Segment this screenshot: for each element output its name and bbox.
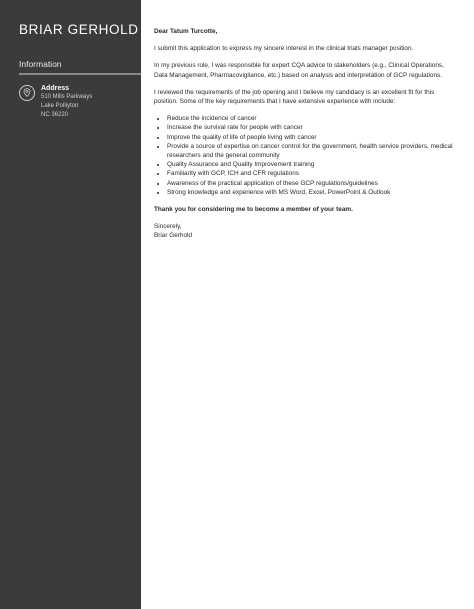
list-item: • Strong knowledge and experience with MS Word, Excel, PowerPoint & Outlook [167, 188, 458, 197]
list-item: • Increase the survival rate for people with cancer [167, 123, 458, 132]
list-item: • Reduce the incidence of cancer [167, 114, 458, 123]
salutation: Dear Tatum Turcotte, [154, 28, 218, 35]
paragraph-intro: I submit this application to express my sincere interest in the clinical trials manager position. [154, 45, 414, 53]
section-divider [19, 73, 141, 75]
thank-you-line: Thank you for considering me to become a member of your team. [154, 206, 353, 214]
address-line-3: NC 36220 [41, 111, 69, 118]
paragraph-requirements: I reviewed the requirements of the job opening and I believe my candidacy is an excellent fit for this position. Some of the key requirements that I have extensive experience with include: [154, 88, 435, 106]
address-line-1: 510 Mills Parkways [41, 93, 93, 100]
closing: Sincerely, [154, 223, 182, 231]
signature: Briar Gerhold [154, 232, 193, 240]
applicant-name: BRIAR GERHOLD [19, 22, 139, 37]
list-item: • Improve the quality of life of people living with cancer [167, 133, 458, 142]
address-block [19, 84, 141, 120]
list-item: • Quality Assurance and Quality Improvement training [167, 160, 458, 169]
section-title-information: Information [19, 59, 62, 69]
location-pin-icon [19, 85, 35, 101]
list-item: • Provide a source of expertise on cancer control for the government, health service providers, medical researchers and the general community [167, 142, 458, 160]
address-text [41, 84, 92, 120]
sidebar [0, 0, 141, 609]
paragraph-experience: In my previous role, I was responsible for expert CQA advice to stakeholders (e.g., Clinical Operations, Data Management, Pharmacovigilance, etc.) based on analysis and interpretation of GCP regulations. [154, 62, 444, 79]
letter-body [141, 0, 474, 609]
list-item: • Familiarity with GCP, ICH and CFR regulations [167, 169, 458, 178]
list-item: • Awareness of the practical application of these GCP regulations/guidelines [167, 179, 458, 188]
requirements-list [154, 114, 458, 197]
address-line-2: Lake Polliyton [41, 102, 79, 109]
address-label: Address [41, 84, 70, 92]
